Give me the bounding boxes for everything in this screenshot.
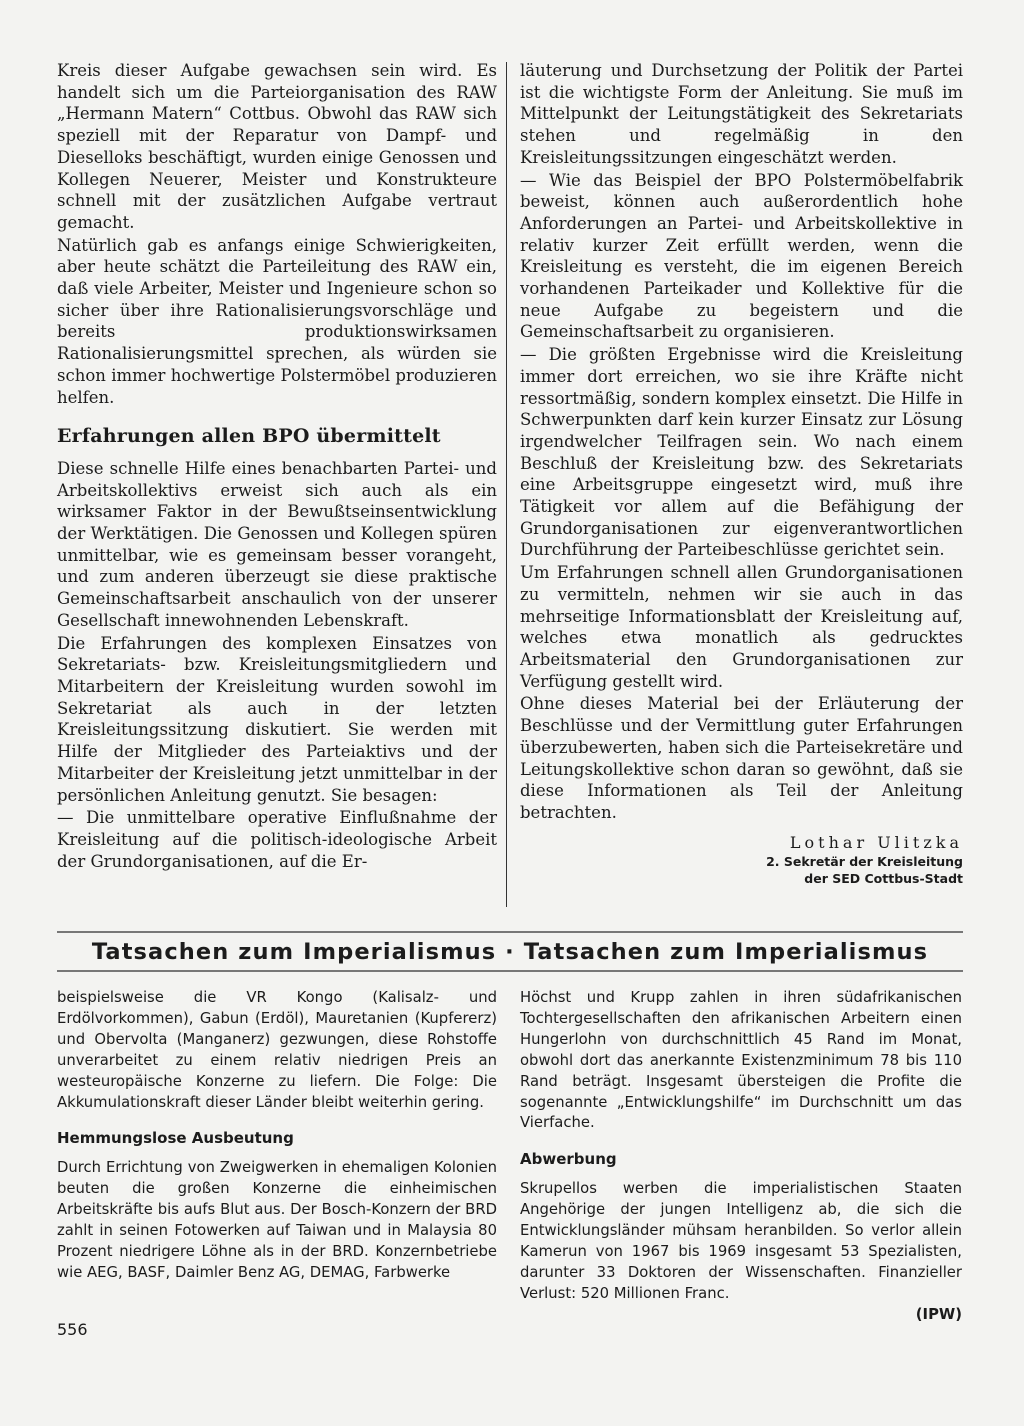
banner-bottom-rule	[57, 970, 963, 972]
article-right-column	[520, 60, 963, 887]
paragraph: Natürlich gab es anfangs einige Schwierigkeiten, aber heute schätzt die Parteileitung des RAW ein, daß viele Arbeiter, Meister und Ingenieure schon so sicher über ihre Rationalisierungsvorschläge und bereits produktionswirksamen Rationalisierungsmittel sprechen, als würden sie schon immer hochwertige Polstermöbel produzieren helfen.	[57, 235, 497, 407]
author-organization: der SED Cottbus-Stadt	[804, 871, 963, 887]
signature-block	[520, 832, 963, 888]
section-heading: Erfahrungen allen BPO übermittelt	[57, 425, 441, 448]
paragraph: Ohne dieses Material bei der Erläuterung der Beschlüsse und der Vermittlung guter Erfahrungen überzubewerten, haben sich die Parteisekretäre und Leitungskollektive schon daran so gewöhnt, daß sie diese Informationen als Teil der Anleitung betrachten.	[520, 694, 963, 822]
paragraph: Die Erfahrungen des komplexen Einsatzes von Sekretariats- bzw. Kreisleitungsmitgliedern und Mitarbeitern der Kreisleitung wurden sowohl im Sekretariat als auch in der letzten Kreisleitungssitzung diskutiert. Sie werden mit Hilfe der Mitglieder des Parteiaktivs und der Mitarbeiter der Kreisleitung jetzt unmittelbar in der persönlichen Anleitung genutzt. Sie besagen:	[57, 633, 497, 805]
paragraph: — Die unmittelbare operative Einflußnahme der Kreisleitung auf die politisch-ideologische Arbeit der Grundorganisationen, auf die Er-	[57, 808, 497, 871]
paragraph: Diese schnelle Hilfe eines benachbarten Partei- und Arbeitskollektivs erweist sich auch als ein wirksamer Faktor in der Bewußtseinsentwicklung der Werktätigen. Die Genossen und Kollegen spüren unmittelbar, wie es gemeinsam besser vorangeht, und zum anderen überzeugt sie diese praktische Gemeinschaftsarbeit anschaulich von der unserer Gesellschaft innewohnenden Lebenskraft.	[57, 458, 497, 630]
author-role: 2. Sekretär der Kreisleitung	[766, 854, 963, 870]
article-left-column	[57, 60, 497, 872]
paragraph: Kreis dieser Aufgabe gewachsen sein wird. Es handelt sich um die Parteiorganisation des RAW „Hermann Matern“ Cottbus. Obwohl das RAW sich speziell mit der Reparatur von Dampf- und Dieselloks beschäftigt, wurden einige Genossen und Kollegen Neuerer, Meister und Konstrukteure schnell mit der zusätzlichen Aufgabe vertraut gemacht.	[57, 61, 497, 232]
paragraph: Durch Errichtung von Zweigwerken in ehemaligen Kolonien beuten die großen Konzerne die einheimischen Arbeitskräfte bis aufs Blut aus. Der Bosch-Konzern der BRD zahlt in seinen Fotowerken auf Taiwan und in Malaysia 80 Prozent niedrigere Löhne als in der BRD. Konzernbetriebe wie AEG, BASF, Daimler Benz AG, DEMAG, Farbwerke	[57, 1159, 497, 1281]
paragraph: läuterung und Durchsetzung der Politik der Partei ist die wichtigste Form der Anleitung. Sie muß im Mittelpunkt der Leitungstätigkeit des Sekretariats stehen und regelmäßig in den Kreisleitungssitzungen eingeschätzt werden.	[520, 61, 963, 167]
paragraph: — Wie das Beispiel der BPO Polstermöbelfabrik beweist, können auch außerordentlich hohe Anforderungen an Partei- und Arbeitskollektive in relativ kurzer Zeit erfüllt werden, wenn die Kreisleitung es versteht, die im eigenen Bereich vorhandenen Parteikader und Kollektive für die neue Aufgabe zu begeistern und die Gemeinschaftsarbeit zu organisieren.	[520, 170, 963, 342]
column-divider	[506, 62, 507, 907]
author-name: Lothar Ulitzka	[789, 832, 963, 852]
paragraph: Um Erfahrungen schnell allen Grundorganisationen zu vermitteln, nehmen wir sie auch in das mehrseitige Informationsblatt der Kreisleitung auf, welches etwa monatlich als gedrucktes Arbeitsmaterial den Grundorganisationen zur Verfügung gestellt wird.	[520, 563, 963, 691]
paragraph: Höchst und Krupp zahlen in ihren südafrikanischen Tochtergesellschaften den afrikanischen Arbeitern einen Hungerlohn von durchschnittlich 45 Rand im Monat, obwohl dort das anerkannte Existenzminimum 78 bis 110 Rand beträgt. Insgesamt übersteigen die Profite die sogenannte „Entwicklungshilfe“ im Durchschnitt um das Vierfache.	[520, 989, 962, 1132]
section-heading: Hemmungslose Ausbeutung	[57, 1129, 294, 1148]
banner-top-rule	[57, 931, 963, 933]
page-number: 556	[57, 1320, 88, 1339]
paragraph: Skrupellos werben die imperialistischen Staaten Angehörige der jungen Intelligenz ab, die sich die Entwicklungsländer mühsam heranbilden. So verlor allein Kamerun von 1967 bis 1969 insgesamt 53 Spezialisten, darunter 33 Doktoren der Wissenschaften. Finanzieller Verlust: 520 Millionen Franc.	[520, 1180, 962, 1302]
source-label: (IPW)	[915, 1305, 962, 1323]
paragraph: — Die größten Ergebnisse wird die Kreisleitung immer dort erreichen, wo sie ihre Kräfte nicht ressortmäßig, sondern komplex einsetzt. Die Hilfe in Schwerpunkten darf kein kurzer Einsatz zur Lösung irgendwelcher Teilfragen sein. Wo nach einem Beschluß der Kreisleitung bzw. des Sekretariats eine Arbeitsgruppe eingesetzt wird, muß ihre Tätigkeit vor allem auf die Befähigung der Grundorganisationen zur eigenverantwortlichen Durchführung der Parteibeschlüsse gerichtet sein.	[520, 345, 963, 560]
section-banner: Tatsachen zum Imperialismus · Tatsachen zum Imperialismus	[91, 939, 929, 965]
paragraph: beispielsweise die VR Kongo (Kalisalz- und Erdölvorkommen), Gabun (Erdöl), Mauretanien (Kupfererz) und Obervolta (Manganerz) gezwungen, diese Rohstoffe unverarbeitet zu einem relativ niedrigen Preis an westeuropäische Konzerne zu liefern. Die Folge: Die Akkumulationskraft dieser Länder bleibt weiterhin gering.	[57, 989, 497, 1111]
facts-right-column	[520, 988, 962, 1326]
section-heading: Abwerbung	[520, 1150, 617, 1169]
facts-left-column	[57, 988, 497, 1284]
